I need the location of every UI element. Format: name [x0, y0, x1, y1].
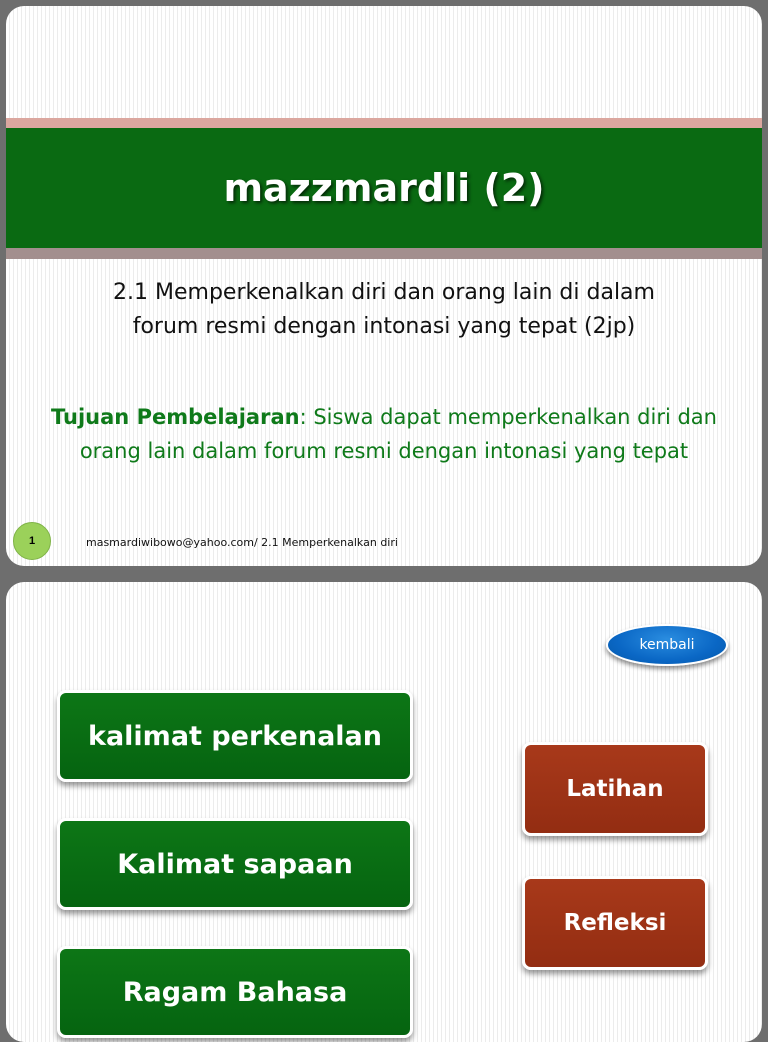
- objective-line-1: : Siswa dapat memperkenalkan diri dan: [299, 405, 717, 429]
- objective-line-2: orang lain dalam forum resmi dengan intonasi yang tepat: [79, 439, 689, 463]
- slide-title: mazzmardli (2): [223, 166, 545, 210]
- back-button[interactable]: kembali: [606, 624, 728, 666]
- objective-label: Tujuan Pembelajaran: [51, 405, 300, 429]
- title-bottom-stripe: [6, 248, 762, 259]
- title-band: [6, 128, 762, 248]
- kalimat-perkenalan-button[interactable]: kalimat perkenalan: [57, 690, 413, 782]
- latihan-button[interactable]: Latihan: [522, 742, 708, 836]
- kalimat-sapaan-button[interactable]: Kalimat sapaan: [57, 818, 413, 910]
- subtitle-line-1: 2.1 Memperkenalkan diri dan orang lain di dalam: [113, 280, 655, 305]
- slide-2: [6, 582, 762, 1042]
- subtitle-line-2: forum resmi dengan intonasi yang tepat (2jp): [132, 314, 636, 339]
- footer-text: masmardiwibowo@yahoo.com/ 2.1 Memperkenalkan diri: [86, 536, 398, 549]
- ragam-bahasa-button[interactable]: Ragam Bahasa: [57, 946, 413, 1038]
- subtitle: [46, 276, 722, 344]
- learning-objective: [32, 400, 736, 468]
- slide-1: [6, 6, 762, 566]
- title-top-stripe: [6, 118, 762, 128]
- refleksi-button[interactable]: Refleksi: [522, 876, 708, 970]
- page-number-badge: 1: [13, 522, 51, 560]
